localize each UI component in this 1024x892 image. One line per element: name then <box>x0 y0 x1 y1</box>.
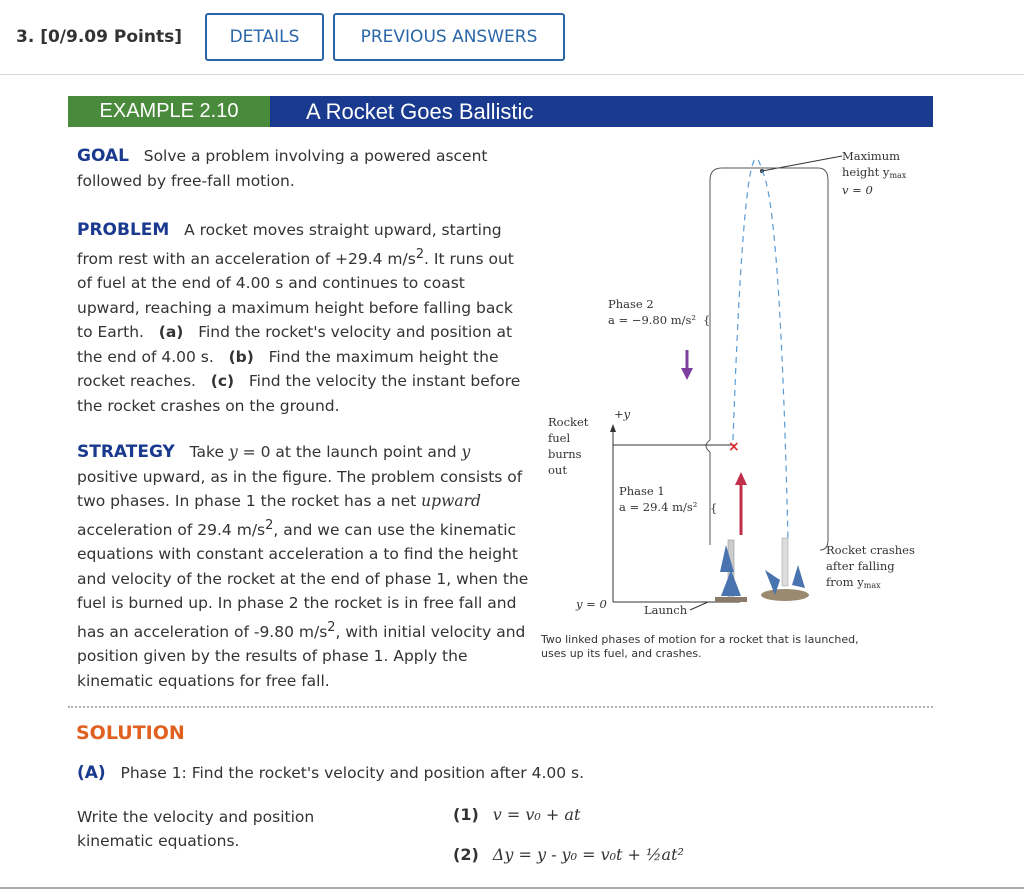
question-points: 3. [0/9.09 Points] <box>16 27 182 47</box>
rocket-figure <box>530 140 930 630</box>
strategy-keyword: STRATEGY <box>77 442 175 462</box>
equation-2-body: Δy = y - y₀ = v₀t + ½at² <box>492 845 684 864</box>
example-title: A Rocket Goes Ballistic <box>306 99 534 124</box>
equation-1-body: v = v₀ + at <box>492 805 581 824</box>
strategy-y1: y <box>228 443 238 461</box>
strategy-section <box>77 440 532 693</box>
burnout-mark: × <box>728 439 740 455</box>
part-a-text: Phase 1: Find the rocket's velocity and position after 4.00 s. <box>120 764 585 782</box>
crash-label-2: after falling <box>826 559 895 573</box>
strategy-upward: upward <box>421 492 481 510</box>
write-equations-text: Write the velocity and position kinematic equations. <box>77 808 315 850</box>
equation-2-number: (2) <box>453 845 479 864</box>
goal-section <box>77 144 517 193</box>
problem-c-label: (c) <box>210 372 235 391</box>
phase1-label-1: Phase 1 <box>619 484 665 498</box>
problem-c-text: Find the velocity the instant before the rocket crashes on the ground. <box>77 372 521 415</box>
strategy-text-1: Take <box>189 443 225 461</box>
strategy-sup-2: 2 <box>327 619 336 635</box>
example-label: EXAMPLE 2.10 <box>68 96 270 127</box>
crash-label-3: from ymax <box>826 575 881 590</box>
equation-1-number: (1) <box>453 805 479 824</box>
goal-text: Solve a problem involving a powered ascent followed by free-fall motion. <box>77 147 488 190</box>
question-header <box>0 0 1024 75</box>
rocket-launch-icon <box>715 540 747 602</box>
plus-y-label: +y <box>614 407 631 421</box>
phase1-label-2: a = 29.4 m/s² <box>619 500 698 514</box>
fuel-label-3: burns <box>548 447 582 461</box>
problem-a-label: (a) <box>158 323 184 342</box>
problem-section <box>77 218 527 418</box>
part-a-label: (A) <box>77 763 106 783</box>
phase-bracket-1 <box>706 440 710 452</box>
bottom-border <box>0 887 1024 889</box>
details-button[interactable]: DETAILS <box>205 13 324 61</box>
problem-sup: 2 <box>415 246 425 262</box>
trajectory-bracket <box>710 168 828 540</box>
crash-label-1: Rocket crashes <box>826 543 915 557</box>
example-title-bar <box>68 96 933 127</box>
strategy-text-2: = 0 at the launch point and <box>242 443 457 461</box>
phase2-label-1: Phase 2 <box>608 297 654 311</box>
problem-b-label: (b) <box>228 347 254 366</box>
problem-text-1: A rocket moves straight upward, starting from rest with an acceleration of +29.4 m/s <box>77 221 502 268</box>
max-label-2: height ymax <box>842 165 907 180</box>
section-divider <box>68 706 933 708</box>
phase2-brace: { <box>703 313 711 327</box>
strategy-y2: y <box>461 443 471 461</box>
strategy-sup-1: 2 <box>265 517 274 533</box>
max-label-1: Maximum <box>842 149 901 163</box>
phase2-label-2: a = −9.80 m/s² <box>608 313 696 327</box>
problem-keyword: PROBLEM <box>77 220 170 240</box>
launch-leader <box>690 602 708 610</box>
problem-text-2: . It runs out of fuel at the end of 4.00 s and continues to coast upward, reaching a maximum height before falling back to Earth. <box>77 249 514 342</box>
crashed-rocket-icon <box>761 538 809 601</box>
phase1-arrowhead <box>735 472 747 485</box>
problem-b-text: Find the maximum height the rocket reaches. <box>77 347 499 391</box>
strategy-text-4: acceleration of 29.4 m/s <box>77 520 266 539</box>
fuel-label-1: Rocket <box>548 415 589 429</box>
phase1-brace: { <box>710 501 718 515</box>
equation-1 <box>453 805 580 824</box>
solution-heading: SOLUTION <box>76 722 185 744</box>
equation-2 <box>453 845 684 864</box>
previous-answers-button[interactable]: PREVIOUS ANSWERS <box>333 13 565 61</box>
part-a <box>77 763 584 783</box>
phase2-arrowhead <box>681 368 693 380</box>
launch-label: Launch <box>644 603 688 617</box>
strategy-text-6: , with initial velocity and position given by the results of phase 1. Apply the kinematic equations for free fall. <box>77 622 526 690</box>
goal-keyword: GOAL <box>77 146 129 166</box>
fuel-label-2: fuel <box>548 431 571 445</box>
figure-caption: Two linked phases of motion for a rocket that is launched, uses up its fuel, and crashes. <box>541 633 859 660</box>
max-height-leader <box>762 156 842 171</box>
strategy-text-5: , and we can use the kinematic equations with constant acceleration a to find the height and velocity of the rocket at the end of phase 1, when the fuel is burned up. In phase 2 the rocket is in free fall and has an acceleration of -9.80 m/s <box>77 520 529 641</box>
max-label-3: v = 0 <box>842 183 873 197</box>
problem-a-text: Find the rocket's velocity and position at the end of 4.00 s. <box>77 323 513 366</box>
strategy-text-3: positive upward, as in the figure. The problem consists of two phases. In phase 1 the rocket has a net <box>77 467 523 510</box>
y-zero-label: y = 0 <box>576 597 607 611</box>
y-axis-arrow <box>610 424 616 432</box>
fuel-label-4: out <box>548 463 567 477</box>
